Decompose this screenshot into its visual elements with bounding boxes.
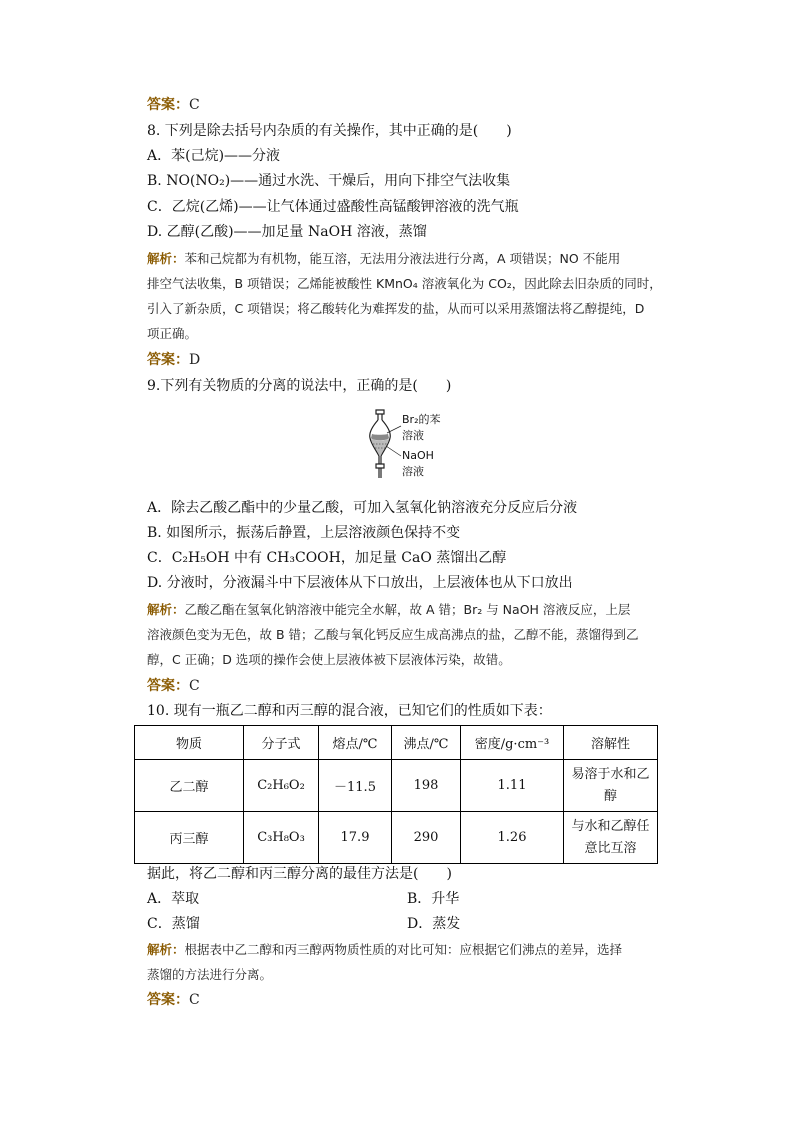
table-header-cell: 熔点/℃ (319, 726, 392, 760)
answer-label: 答案： (147, 352, 189, 368)
q8-option-a: A．苯(己烷)——分液 (147, 148, 281, 164)
q9-option-d: D. 分液时，分液漏斗中下层液体从下口放出，上层液体也从下口放出 (147, 575, 573, 591)
q10-explanation-line-1 (147, 941, 622, 959)
answer-value: C (189, 678, 200, 694)
answer-label: 答案： (147, 678, 189, 694)
table-header-cell: 密度/g·cm⁻³ (461, 726, 564, 760)
figure-label-top-2: 溶液 (402, 429, 424, 442)
q8-answer (147, 351, 200, 369)
q10-option-a: A．萃取 (147, 891, 200, 907)
q9-answer (147, 677, 200, 695)
table-header-row (135, 726, 658, 760)
q8-stem: 8. 下列是除去括号内杂质的有关操作，其中正确的是( ) (147, 123, 512, 139)
explanation-text: 乙酸乙酯在氢氧化钠溶液中能完全水解，故 A 错；Br₂ 与 NaOH 溶液反应，上层 (184, 602, 631, 617)
table-cell: 17.9 (319, 812, 392, 864)
table-cell: 1.26 (461, 812, 564, 864)
explanation-text: 根据表中乙二醇和丙三醇两物质性质的对比可知：应根据它们沸点的差异，选择 (184, 942, 623, 957)
q9-explanation-line-3: 醇，C 正确；D 选项的操作会使上层液体被下层液体污染，故错。 (147, 652, 511, 667)
answer-label: 答案： (147, 97, 189, 113)
table-cell: 易溶于水和乙醇 (564, 760, 658, 812)
q8-explanation-line-1 (147, 250, 620, 268)
q10-option-c: C．蒸馏 (147, 916, 200, 932)
table-cell: C₃H₈O₃ (244, 812, 319, 864)
q10-explanation-line-2: 蒸馏的方法进行分离。 (147, 967, 273, 982)
explanation-label: 解析： (147, 942, 185, 957)
answer-value: D (189, 352, 201, 368)
table-cell: C₂H₆O₂ (244, 760, 319, 812)
q8-option-d: D. 乙醇(乙酸)——加足量 NaOH 溶液，蒸馏 (147, 224, 427, 240)
figure-label-bottom-2: 溶液 (402, 465, 424, 478)
table-header-cell: 沸点/℃ (392, 726, 461, 760)
q9-explanation-line-1 (147, 601, 630, 619)
q9-option-c: C．C₂H₅OH 中有 CH₃COOH，加足量 CaO 蒸馏出乙醇 (147, 550, 507, 566)
q9-option-b: B. 如图所示，振荡后静置，上层溶液颜色保持不变 (147, 525, 461, 541)
q9-option-a: A．除去乙酸乙酯中的少量乙酸，可加入氢氧化钠溶液充分反应后分液 (147, 500, 578, 516)
explanation-label: 解析： (147, 602, 185, 617)
q8-explanation-line-2: 排空气法收集，B 项错误；乙烯能被酸性 KMnO₄ 溶液氧化为 CO₂，因此除去旧杂质的同时， (147, 276, 662, 291)
answer-value: C (189, 97, 200, 113)
table-cell: 290 (392, 812, 461, 864)
figure-label-top-1: Br₂的苯 (402, 413, 441, 426)
table-cell: 1.11 (461, 760, 564, 812)
explanation-text: 苯和己烷都为有机物，能互溶，无法用分液法进行分离，A 项错误；NO 不能用 (184, 251, 621, 266)
q8-explanation-line-3: 引入了新杂质，C 项错误；将乙酸转化为难挥发的盐，从而可以采用蒸馏法将乙醇提纯，D (147, 301, 645, 316)
separatory-funnel-figure (367, 404, 451, 488)
q10-followup: 据此，将乙二醇和丙三醇分离的最佳方法是( ) (147, 866, 452, 882)
q10-option-d: D．蒸发 (407, 916, 461, 932)
q7-answer (147, 96, 200, 114)
table-cell: －11.5 (319, 760, 392, 812)
answer-label: 答案： (147, 992, 189, 1008)
q10-answer (147, 991, 200, 1009)
table-cell: 198 (392, 760, 461, 812)
table-header-cell: 物质 (135, 726, 244, 760)
table-cell: 乙二醇 (135, 760, 244, 812)
q9-explanation-line-2: 溶液颜色变为无色，故 B 错；乙酸与氧化钙反应生成高沸点的盐，乙醇不能，蒸馏得到乙 (147, 627, 639, 642)
explanation-label: 解析： (147, 251, 185, 266)
q8-option-b: B. NO(NO₂)——通过水洗、干燥后，用向下排空气法收集 (147, 173, 511, 189)
properties-table (134, 725, 658, 864)
table-header-cell: 溶解性 (564, 726, 658, 760)
table-cell: 丙三醇 (135, 812, 244, 864)
q8-option-c: C．乙烷(乙烯)——让气体通过盛酸性高锰酸钾溶液的洗气瓶 (147, 199, 519, 215)
figure-label-bottom-1: NaOH (402, 449, 434, 462)
table-row (135, 760, 658, 812)
q10-stem: 10. 现有一瓶乙二醇和丙三醇的混合液，已知它们的性质如下表： (147, 703, 552, 719)
table-header-cell: 分子式 (244, 726, 319, 760)
q9-stem: 9.下列有关物质的分离的说法中，正确的是( ) (147, 378, 452, 394)
table-cell: 与水和乙醇任意比互溶 (564, 812, 658, 864)
answer-value: C (189, 992, 200, 1008)
table-row (135, 812, 658, 864)
q10-option-b: B．升华 (407, 891, 460, 907)
q8-explanation-line-4: 项正确。 (147, 326, 198, 341)
